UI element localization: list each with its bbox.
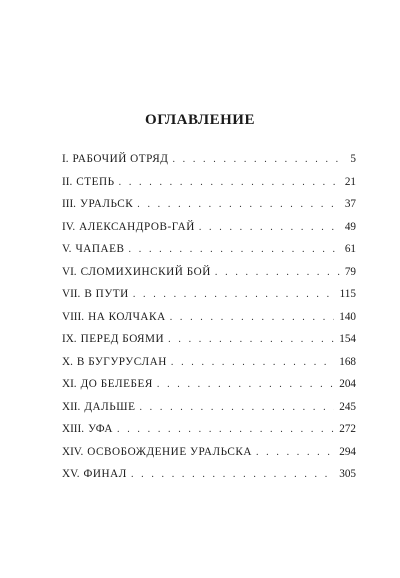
- dot-leader: [168, 329, 334, 352]
- chapter-number: VII.: [62, 288, 81, 300]
- toc-entry: [62, 306, 356, 329]
- chapter-number: IX.: [62, 333, 77, 345]
- dot-leader: [137, 194, 340, 217]
- page-number: 21: [344, 175, 356, 188]
- dot-leader: [119, 172, 340, 195]
- chapter-number: XII.: [62, 400, 81, 413]
- toc-entry: [62, 148, 356, 171]
- page-number: 245: [339, 400, 356, 413]
- chapter-title: НА КОЛЧАКА: [88, 310, 166, 323]
- page-number: 294: [339, 445, 356, 458]
- dot-leader: [157, 374, 334, 397]
- toc-entry: [62, 351, 356, 374]
- page-number: 204: [339, 378, 356, 390]
- toc-entry: [62, 193, 356, 216]
- dot-leader: [117, 419, 334, 442]
- dot-leader: [215, 262, 340, 285]
- chapter-title: ПЕРЕД БОЯМИ: [80, 333, 165, 345]
- toc-list: [62, 148, 356, 486]
- page-number: 79: [344, 265, 356, 278]
- dot-leader: [133, 284, 335, 307]
- chapter-title: ЧАПАЕВ: [75, 243, 125, 255]
- chapter-title: УРАЛЬСК: [79, 198, 134, 210]
- chapter-title: СТЕПЬ: [76, 175, 115, 188]
- chapter-number: XIV.: [62, 445, 84, 458]
- toc-entry: [62, 463, 356, 486]
- page-number: 305: [339, 468, 356, 480]
- toc-entry: [62, 261, 356, 284]
- dot-leader: [131, 464, 334, 487]
- page-number: 115: [339, 288, 356, 300]
- dot-leader: [139, 397, 334, 420]
- chapter-title: В ПУТИ: [84, 288, 129, 300]
- chapter-number: VIII.: [62, 310, 85, 323]
- toc-entry: [62, 418, 356, 441]
- chapter-number: I.: [62, 153, 69, 165]
- page-number: 37: [344, 198, 356, 210]
- chapter-number: XIII.: [62, 423, 85, 435]
- page-number: 168: [339, 355, 356, 368]
- toc-entry: [62, 328, 356, 351]
- chapter-number: IV.: [62, 220, 76, 233]
- chapter-title: АЛЕКСАНДРОВ-ГАЙ: [79, 220, 195, 233]
- page-number: 61: [344, 243, 356, 255]
- chapter-title: ДАЛЬШЕ: [84, 400, 136, 413]
- dot-leader: [171, 352, 334, 375]
- chapter-title: ФИНАЛ: [83, 468, 127, 480]
- page-number: 49: [344, 220, 356, 233]
- chapter-title: ОСВОБОЖДЕНИЕ УРАЛЬСКА: [87, 445, 252, 458]
- chapter-number: III.: [62, 198, 76, 210]
- page-number: 5: [350, 153, 356, 165]
- dot-leader: [172, 149, 345, 172]
- chapter-title: РАБОЧИЙ ОТРЯД: [72, 153, 169, 165]
- page-number: 154: [339, 333, 356, 345]
- toc-entry: [62, 283, 356, 306]
- toc-entry: [62, 441, 356, 464]
- chapter-title: СЛОМИХИНСКИЙ БОЙ: [80, 265, 211, 278]
- toc-entry: [62, 216, 356, 239]
- page-number: 272: [339, 423, 356, 435]
- dot-leader: [199, 217, 340, 240]
- toc-entry: [62, 238, 356, 261]
- chapter-title: В БУГУРУСЛАН: [76, 355, 167, 368]
- toc-title: ОГЛАВЛЕНИЕ: [145, 112, 255, 128]
- chapter-number: II.: [62, 175, 73, 188]
- dot-leader: [256, 442, 334, 465]
- chapter-number: XV.: [62, 468, 80, 480]
- toc-entry: [62, 171, 356, 194]
- page-number: 140: [339, 310, 356, 323]
- chapter-number: V.: [62, 243, 72, 255]
- chapter-title: УФА: [88, 423, 114, 435]
- dot-leader: [170, 307, 335, 330]
- toc-entry: [62, 396, 356, 419]
- chapter-number: XI.: [62, 378, 77, 390]
- toc-entry: [62, 373, 356, 396]
- dot-leader: [129, 239, 340, 262]
- chapter-title: ДО БЕЛЕБЕЯ: [80, 378, 153, 390]
- chapter-number: X.: [62, 355, 73, 368]
- chapter-number: VI.: [62, 265, 77, 278]
